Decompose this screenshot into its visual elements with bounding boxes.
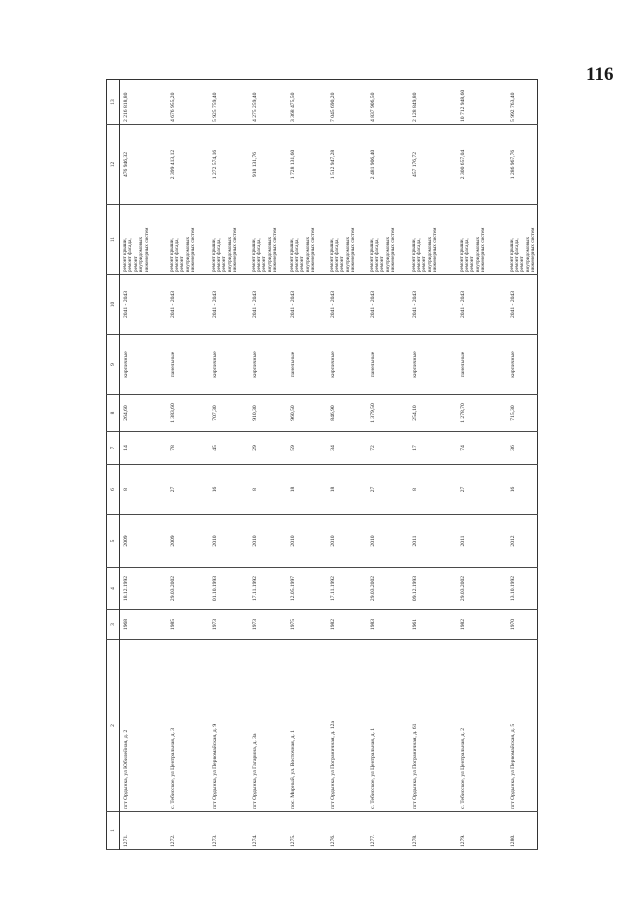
cell-address: пгт Ордынка, ул Пограничная, д. 12а [327,640,367,812]
cell-cost-b: 2 128 849,80 [409,80,457,125]
cell-capital-repair-year: 2011 [409,515,457,568]
cell-repair-works [409,205,457,275]
cell-address: пос. Мирный, ул. Восточная, д. 1 [287,640,327,812]
cell-cost-b: 5 925 759,40 [209,80,249,125]
column-header-area: 8 [107,395,120,432]
column-header-registration-date: 4 [107,568,120,610]
cell-area: 910,30 [249,395,287,432]
cell-capital-repair-year: 2010 [287,515,327,568]
cell-registration-date: 01.10.1993 [209,568,249,610]
cell-registration-date: 12.05.1997 [287,568,327,610]
column-header-floors: 6 [107,465,120,515]
cell-address: пгт Ордынка, ул Первомайская, д. 9 [209,640,249,812]
cell-cost-b: 4 275 259,40 [249,80,287,125]
cell-apartments: 72 [367,432,409,465]
table-row [167,80,209,850]
cell-row-number: 1273. [209,812,249,850]
table-row [327,80,367,850]
cell-repair-works [209,205,249,275]
cell-registration-date: 17.11.1992 [249,568,287,610]
cell-floors: 8 [249,465,287,515]
cell-cost-b: 7 045 690,20 [327,80,367,125]
cell-repair-period: 2041 - 2043 [367,275,409,335]
cell-wall-material: кирпичные [209,335,249,395]
cell-registration-date: 29.03.2002 [167,568,209,610]
cell-registration-date: 29.03.2002 [457,568,507,610]
cell-area: 715,30 [507,395,538,432]
cell-repair-works [457,205,507,275]
cell-capital-repair-year: 2010 [209,515,249,568]
cell-floors: 16 [507,465,538,515]
column-header-repair-works: 11 [107,205,120,275]
cell-floors: 27 [367,465,409,515]
cell-registration-date: 17.11.1992 [327,568,367,610]
cell-apartments: 74 [457,432,507,465]
cell-address: пгт Ордынка, ул Гагарина, д. 3а [249,640,287,812]
cell-area: 1 278,70 [457,395,507,432]
column-header-row-number: 1 [107,812,120,850]
cell-capital-repair-year: 2009 [120,515,167,568]
cell-cost-a: 2 300 657,04 [457,125,507,205]
cell-wall-material: кирпичные [327,335,367,395]
cell-cost-a: 1 512 947,28 [327,125,367,205]
cell-wall-material: кирпичные [120,335,167,395]
cell-repair-period: 2041 - 2043 [249,275,287,335]
cell-floors: 18 [327,465,367,515]
table-body [107,80,538,850]
cell-capital-repair-year: 2009 [167,515,209,568]
cell-wall-material: панельные [457,335,507,395]
column-header-cost-a: 12 [107,125,120,205]
cell-capital-repair-year: 2010 [249,515,287,568]
cell-repair-works [327,205,367,275]
cell-floors: 27 [167,465,209,515]
table-row [457,80,507,850]
cell-repair-period: 2041 - 2043 [327,275,367,335]
cell-address: пгт Ордынка, ул Пограничная, д. 61 [409,640,457,812]
repair-works-text: ремонт крыши, ремонт фасада, ремонт внутридомовых инженерных систем [250,227,279,272]
table-row [249,80,287,850]
repair-works-text: ремонт крыши, ремонт фасада, ремонт внутридомовых инженерных систем [210,227,239,272]
cell-apartments: 14 [120,432,167,465]
cell-repair-works [167,205,209,275]
cell-repair-period: 2041 - 2043 [457,275,507,335]
cell-cost-a: 457 176,72 [409,125,457,205]
cell-floors: 8 [409,465,457,515]
column-header-address: 2 [107,640,120,812]
cell-repair-period: 2041 - 2043 [507,275,538,335]
cell-address: с. Тебисское, ул Центральная, д. 2 [457,640,507,812]
repair-works-text: ремонт крыши, ремонт фасада, ремонт внутридомовых инженерных систем [508,227,537,272]
cell-wall-material: панельные [367,335,409,395]
cell-cost-a: 1 728 131,60 [287,125,327,205]
column-header-wall-material: 9 [107,335,120,395]
cell-year-built: 1982 [327,610,367,640]
cell-year-built: 1973 [249,610,287,640]
page-number: 116 [586,64,614,85]
cell-cost-b: 4 676 955,20 [167,80,209,125]
repair-works-text: ремонт крыши, ремонт фасада, ремонт внутридомовых инженерных систем [458,227,487,272]
cell-registration-date: 29.03.2002 [367,568,409,610]
cell-registration-date: 09.12.1993 [409,568,457,610]
cell-cost-a: 476 946,32 [120,125,167,205]
cell-apartments: 17 [409,432,457,465]
column-header-repair-period: 10 [107,275,120,335]
cell-wall-material: панельные [287,335,327,395]
repair-works-text: ремонт крыши, ремонт фасада, ремонт внутридомовых инженерных систем [168,227,197,272]
cell-registration-date: 13.10.1992 [507,568,538,610]
cell-capital-repair-year: 2010 [367,515,409,568]
cell-repair-works [287,205,327,275]
cell-repair-period: 2041 - 2043 [167,275,209,335]
cell-wall-material: панельные [167,335,209,395]
cell-repair-works [367,205,409,275]
cell-area: 1 379,50 [367,395,409,432]
cell-cost-a: 918 131,76 [249,125,287,205]
cell-repair-period: 2041 - 2043 [120,275,167,335]
cell-wall-material: кирпичные [249,335,287,395]
cell-apartments: 34 [327,432,367,465]
cell-repair-period: 2041 - 2043 [209,275,249,335]
cell-capital-repair-year: 2012 [507,515,538,568]
cell-registration-date: 18.12.1992 [120,568,167,610]
table-row [507,80,538,850]
cell-cost-b: 3 368 475,50 [287,80,327,125]
cell-cost-b: 2 216 818,80 [120,80,167,125]
cell-cost-b: 4 837 906,50 [367,80,409,125]
cell-wall-material: кирпичные [409,335,457,395]
cell-capital-repair-year: 2011 [457,515,507,568]
cell-cost-a: 2 481 906,40 [367,125,409,205]
cell-cost-b: 10 712 948,60 [457,80,507,125]
cell-cost-a: 1 272 574,16 [209,125,249,205]
column-header-capital-repair-year: 5 [107,515,120,568]
cell-area: 254,10 [409,395,457,432]
cell-row-number: 1279. [457,812,507,850]
cell-apartments: 29 [249,432,287,465]
cell-area: 1 383,60 [167,395,209,432]
table-row [209,80,249,850]
cell-row-number: 1274. [249,812,287,850]
table-row [120,80,167,850]
cell-apartments: 78 [167,432,209,465]
cell-address: с. Тебисское, ул Центральная, д. 1 [367,640,409,812]
cell-row-number: 1276. [327,812,367,850]
column-header-cost-b: 13 [107,80,120,125]
cell-floors: 16 [209,465,249,515]
cell-repair-works [507,205,538,275]
column-header-year-built: 3 [107,610,120,640]
cell-repair-works [249,205,287,275]
cell-apartments: 59 [287,432,327,465]
table-row [287,80,327,850]
housing-register-table [106,79,538,850]
cell-apartments: 36 [507,432,538,465]
cell-floors: 27 [457,465,507,515]
cell-area: 960,50 [287,395,327,432]
cell-repair-period: 2041 - 2043 [287,275,327,335]
cell-year-built: 1975 [287,610,327,640]
cell-capital-repair-year: 2010 [327,515,367,568]
cell-address: с. Тебисское, ул Центральная, д. 3 [167,640,209,812]
cell-row-number: 1280. [507,812,538,850]
cell-cost-a: 2 399 413,12 [167,125,209,205]
rotated-table-sheet [106,80,537,850]
cell-area: 264,60 [120,395,167,432]
cell-address: пгт Ордынка, ул Юбилейная, д. 2 [120,640,167,812]
repair-works-text: ремонт крыши, ремонт фасада, ремонт внутридомовых инженерных систем [410,227,439,272]
cell-year-built: 1961 [409,610,457,640]
column-header-apartments: 7 [107,432,120,465]
cell-wall-material: кирпичные [507,335,538,395]
table-row [367,80,409,850]
cell-cost-b: 5 992 763,40 [507,80,538,125]
cell-area: 707,30 [209,395,249,432]
repair-works-text: ремонт крыши, ремонт фасада, ремонт внутридомовых инженерных систем [328,227,357,272]
cell-year-built: 1973 [209,610,249,640]
repair-works-text: ремонт крыши, ремонт фасада, ремонт внутридомовых инженерных систем [288,227,317,272]
cell-repair-period: 2041 - 2043 [409,275,457,335]
cell-row-number: 1271. [120,812,167,850]
repair-works-text: ремонт крыши, ремонт фасада, ремонт внутридомовых инженерных систем [122,227,150,272]
cell-year-built: 1982 [457,610,507,640]
cell-floors: 8 [120,465,167,515]
cell-row-number: 1275. [287,812,327,850]
cell-row-number: 1277. [367,812,409,850]
cell-row-number: 1272. [167,812,209,850]
column-number-row [107,80,120,850]
repair-works-text: ремонт крыши, ремонт фасада, ремонт внутридомовых инженерных систем [368,227,397,272]
cell-apartments: 45 [209,432,249,465]
cell-cost-a: 1 286 967,76 [507,125,538,205]
cell-year-built: 1970 [507,610,538,640]
cell-floors: 18 [287,465,327,515]
cell-year-built: 1983 [367,610,409,640]
cell-area: 846,90 [327,395,367,432]
cell-row-number: 1278. [409,812,457,850]
cell-year-built: 1985 [167,610,209,640]
table-row [409,80,457,850]
cell-repair-works [120,205,167,275]
cell-address: пгт Ордынка, ул Первомайская, д. 5 [507,640,538,812]
cell-year-built: 1968 [120,610,167,640]
